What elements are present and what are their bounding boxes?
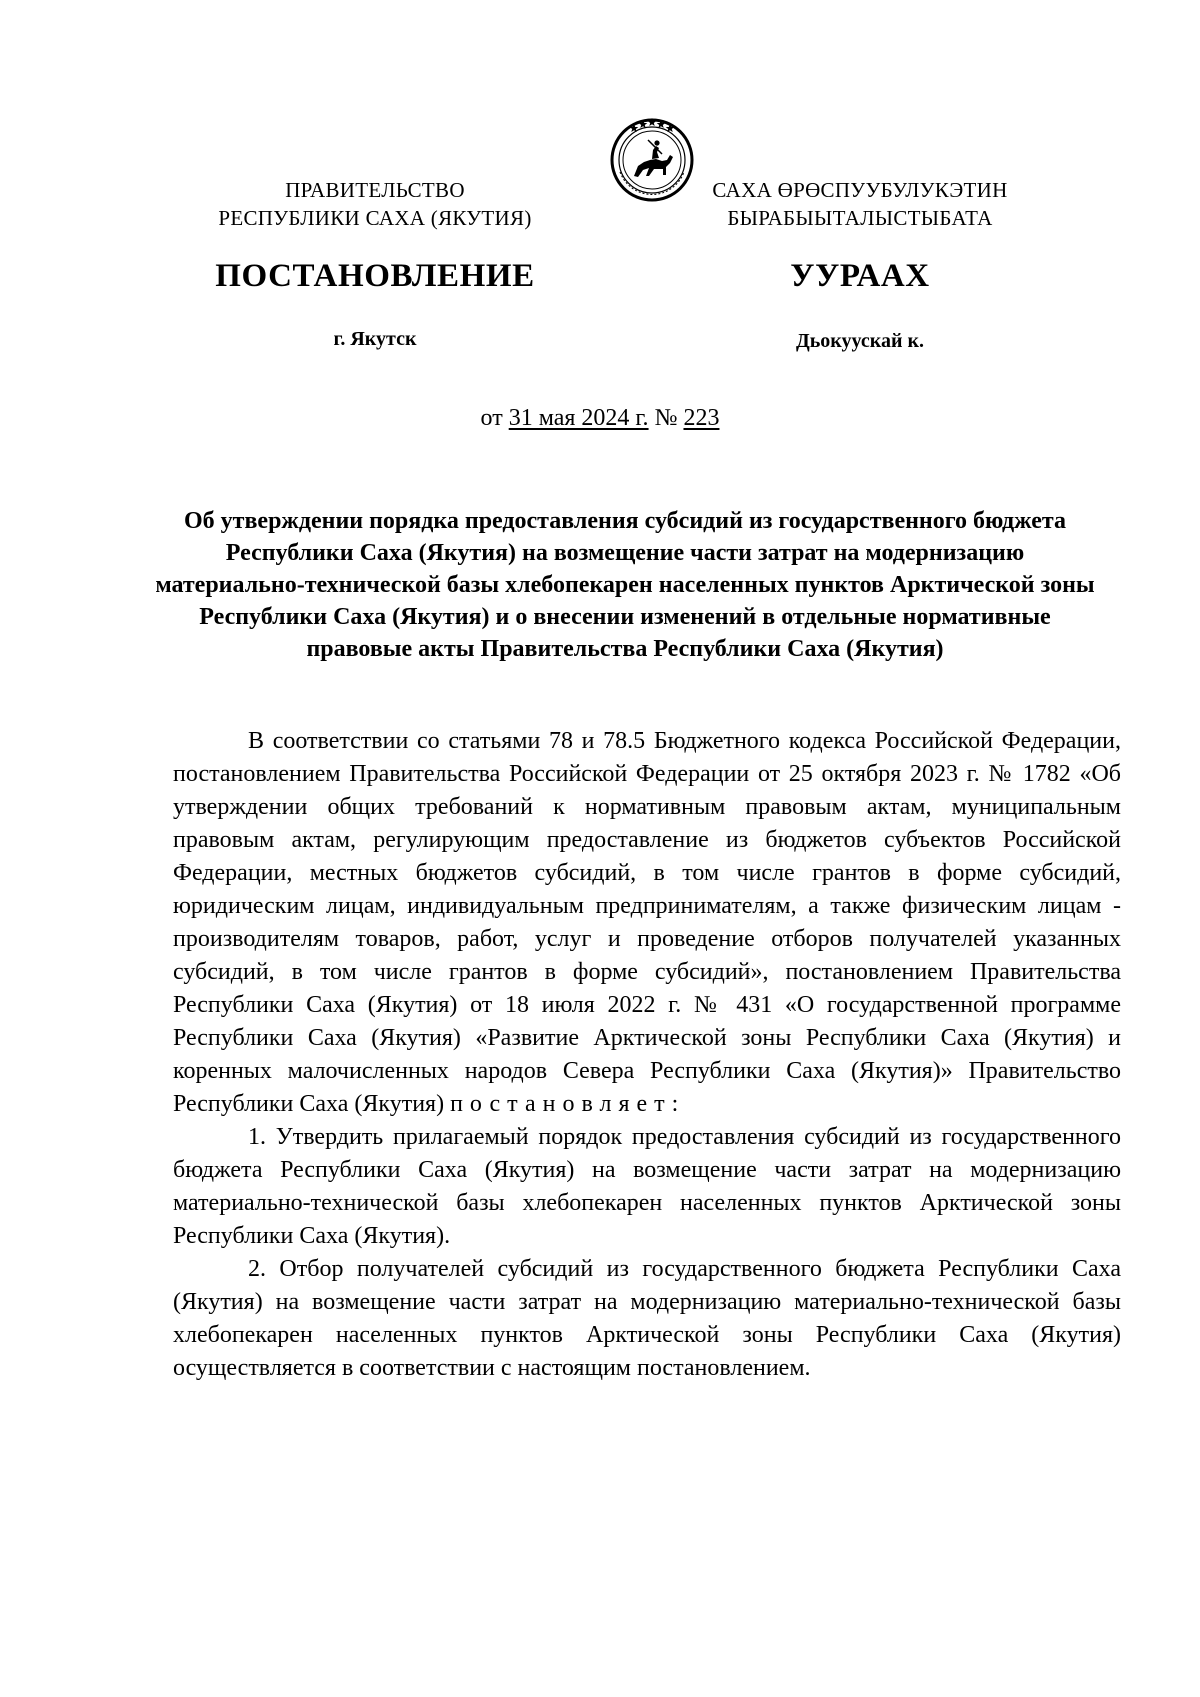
- number-sign: №: [654, 405, 678, 431]
- document-title: Об утверждении порядка предоставления субсидий из государственного бюджета Республики Саха (Якутия) на возмещение части затрат на модернизацию материально-технической базы хлебопекарен населенных пунктов Арктической зоны Республики Саха (Якутия) и о внесении изменений в отдельные нормативные правовые акты Правительства Республики Саха (Якутия): [155, 508, 1095, 662]
- city-sah: Дьокуускай к.: [795, 330, 925, 352]
- document-date: 31 мая 2024 г.: [508, 405, 649, 431]
- preamble-paragraph: [173, 725, 1121, 1121]
- preamble-text: В соответствии со статьями 78 и 78.5 Бюджетного кодекса Российской Федерации, постановлением Правительства Российской Федерации от 25 октября 2023 г. № 1782 «Об утверждении общих требований к нормативным правовым актам, муниципальным правовым актам, регулирующим предоставление из бюджетов субъектов Российской Федерации, местных бюджетов субсидий, в том числе грантов в форме субсидий, юридическим лицам, индивидуальным предпринимателям, а также физическим лицам - производителям товаров, работ, услуг и проведение отборов получателей указанных субсидий, в том числе грантов в форме субсидий», постановлением Правительства Республики Саха (Якутия) от 18 июля 2022 г. № 431 «О государственной программе Республики Саха (Якутия) «Развитие Арктической зоны Республики Саха (Якутия) и коренных малочисленных народов Севера Республики Саха (Якутия)» Правительство Республики Саха (Якутия): [173, 728, 1121, 1117]
- date-prefix: от: [480, 405, 503, 431]
- city-ru: г. Якутск: [333, 328, 417, 350]
- document-number: 223: [683, 405, 720, 431]
- header-right-line1: САХА ӨРӨСПУУБУЛУКЭТИН: [712, 178, 1008, 202]
- header-right-line2: БЫРАБЫЫТАЛЫСТЫБАТА: [727, 206, 993, 230]
- decree-word: постановляет:: [450, 1091, 686, 1117]
- doc-type-sah: УУРААХ: [790, 258, 930, 294]
- item-2-paragraph: 2. Отбор получателей субсидий из государственного бюджета Республики Саха (Якутия) на возмещение части затрат на модернизацию материально-технической базы хлебопекарен населенных пунктов Арктической зоны Республики Саха (Якутия) осуществляется в соответствии с настоящим постановлением.: [173, 1256, 1121, 1381]
- item-1-paragraph: 1. Утвердить прилагаемый порядок предоставления субсидий из государственного бюджета Республики Саха (Якутия) на возмещение части затрат на модернизацию материально-технической базы хлебопекарен населенных пунктов Арктической зоны Республики Саха (Якутия).: [173, 1124, 1121, 1249]
- header-left-line2: РЕСПУБЛИКИ САХА (ЯКУТИЯ): [218, 206, 532, 230]
- header-left-line1: ПРАВИТЕЛЬСТВО: [285, 178, 465, 202]
- doc-type-ru: ПОСТАНОВЛЕНИЕ: [215, 258, 535, 294]
- date-number-line: [0, 403, 1200, 433]
- document-body: [173, 725, 1121, 1385]
